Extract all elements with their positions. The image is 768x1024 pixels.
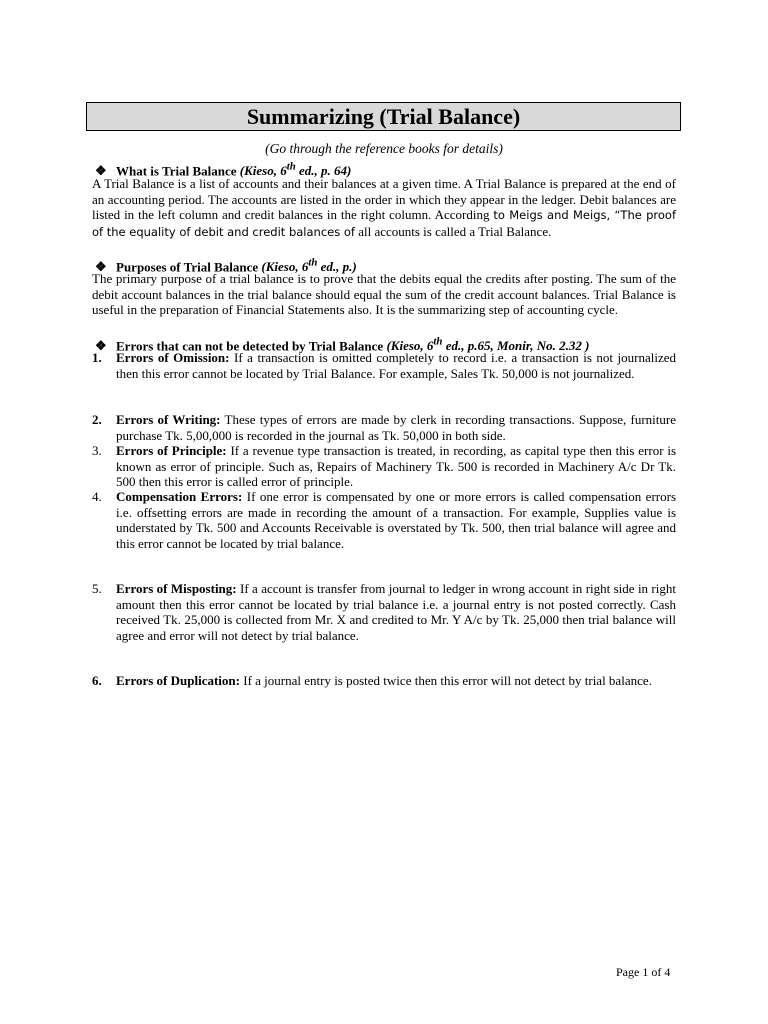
list-number: 2. xyxy=(92,412,102,427)
list-item-error-5 xyxy=(92,581,676,643)
paragraph-purposes: The primary purpose of a trial balance is to prove that the debits equal the credits after posting. The sum of the debit account balances in the trial balance should equal the sum of the credit account balances. Trial Balance is useful in the preparation of Financial Statements also. It is the summarizing step of accounting cycle. xyxy=(92,271,676,317)
heading-ref-sup: th xyxy=(433,336,443,348)
list-number: 4. xyxy=(92,489,102,504)
list-item-error-1 xyxy=(92,350,676,381)
heading-label: What is Trial Balance xyxy=(116,163,237,179)
error-title: Errors of Misposting: xyxy=(116,581,237,596)
list-number: 5. xyxy=(92,581,102,596)
error-text: These types of errors are made by clerk in recording transactions. Suppose, furniture purchase Tk. 5,00,000 is recorded in the journal as Tk. 50,000 in both side. xyxy=(116,412,676,443)
diamond-bullet-icon: ❖ xyxy=(95,338,107,354)
error-text: If one error is compensated by one or more errors is called compensation errors i.e. offsetting errors are made in recording the amount of a transaction. For example, Supplies value is understated by Tk. 500 and Accounts Receivable is overstated by Tk. 500, then trial balance will agree and this error cannot be located by trial balance. xyxy=(116,489,677,551)
error-title: Errors of Principle: xyxy=(116,443,227,458)
error-title: Errors of Duplication: xyxy=(116,673,240,688)
subtitle: (Go through the reference books for details) xyxy=(265,141,503,156)
page-title xyxy=(86,102,681,131)
heading-ref: (Kieso, 6 xyxy=(239,163,287,179)
paragraph-definition xyxy=(92,176,676,240)
heading-ref-end: ed., p.65, Monir, No. 2.32 ) xyxy=(442,338,590,354)
heading-ref-sup: th xyxy=(286,161,296,173)
list-item-error-6 xyxy=(92,673,676,689)
heading-ref-end: ed., p. 64) xyxy=(295,163,352,179)
heading-ref: (Kieso, 6 xyxy=(261,259,309,275)
definition-text-end: all accounts is called a Trial Balance. xyxy=(354,223,552,239)
list-number: 1. xyxy=(92,350,102,365)
error-title: Compensation Errors: xyxy=(116,489,243,504)
heading-label: Purposes of Trial Balance xyxy=(116,259,259,275)
list-item-error-2 xyxy=(92,412,676,443)
error-title: Errors of Writing: xyxy=(116,412,221,427)
list-item-error-3 xyxy=(92,443,676,490)
definition-quote: to Meigs and Meigs, “The proof of the equality of debit and credit balances of xyxy=(92,208,677,239)
error-text: If a revenue type transaction is treated, in recording, as capital type then this error is known as error of principle. Such as, Repairs of Machinery Tk. 500 is recorded in Machinery A/c Dr Tk. 500 then this error is called error of principle. xyxy=(116,443,677,489)
error-text: If a journal entry is posted twice then this error will not detect by trial balance. xyxy=(239,673,652,688)
diamond-bullet-icon: ❖ xyxy=(95,259,107,275)
error-text: If a transaction is omitted completely to record i.e. a transaction is not journalized then this error cannot be located by Trial Balance. For example, Sales Tk. 50,000 is not journalized. xyxy=(116,350,676,381)
error-text: If a account is transfer from journal to ledger in wrong account in right side in right amount then this error cannot be located by trial balance i.e. a journal entry is not posted correctly. Cash received Tk. 25,000 is collected from Mr. X and credited to Mr. Y A/c by Tk. 25,000 then trial balance will agree and error will not detect by trial balance. xyxy=(116,581,676,643)
heading-ref: (Kieso, 6 xyxy=(386,338,434,354)
heading-label: Errors that can not be detected by Trial Balance xyxy=(116,338,384,354)
list-number: 3. xyxy=(92,443,102,458)
list-number: 6. xyxy=(92,673,102,688)
heading-ref-sup: th xyxy=(308,257,318,269)
heading-ref-end: ed., p.) xyxy=(317,259,357,275)
diamond-bullet-icon: ❖ xyxy=(95,163,107,179)
page-number: Page 1 of 4 xyxy=(616,965,671,979)
list-item-error-4 xyxy=(92,489,676,551)
page-title-text: Summarizing (Trial Balance) xyxy=(246,103,521,129)
definition-text: A Trial Balance is a list of accounts and their balances at a given time. A Trial Balance is prepared at the end of an accounting period. The accounts are listed in the order in which they appear in the ledger. Debit balances are listed in the left column and credit balances in the right column. According xyxy=(92,176,676,222)
error-title: Errors of Omission: xyxy=(116,350,230,365)
